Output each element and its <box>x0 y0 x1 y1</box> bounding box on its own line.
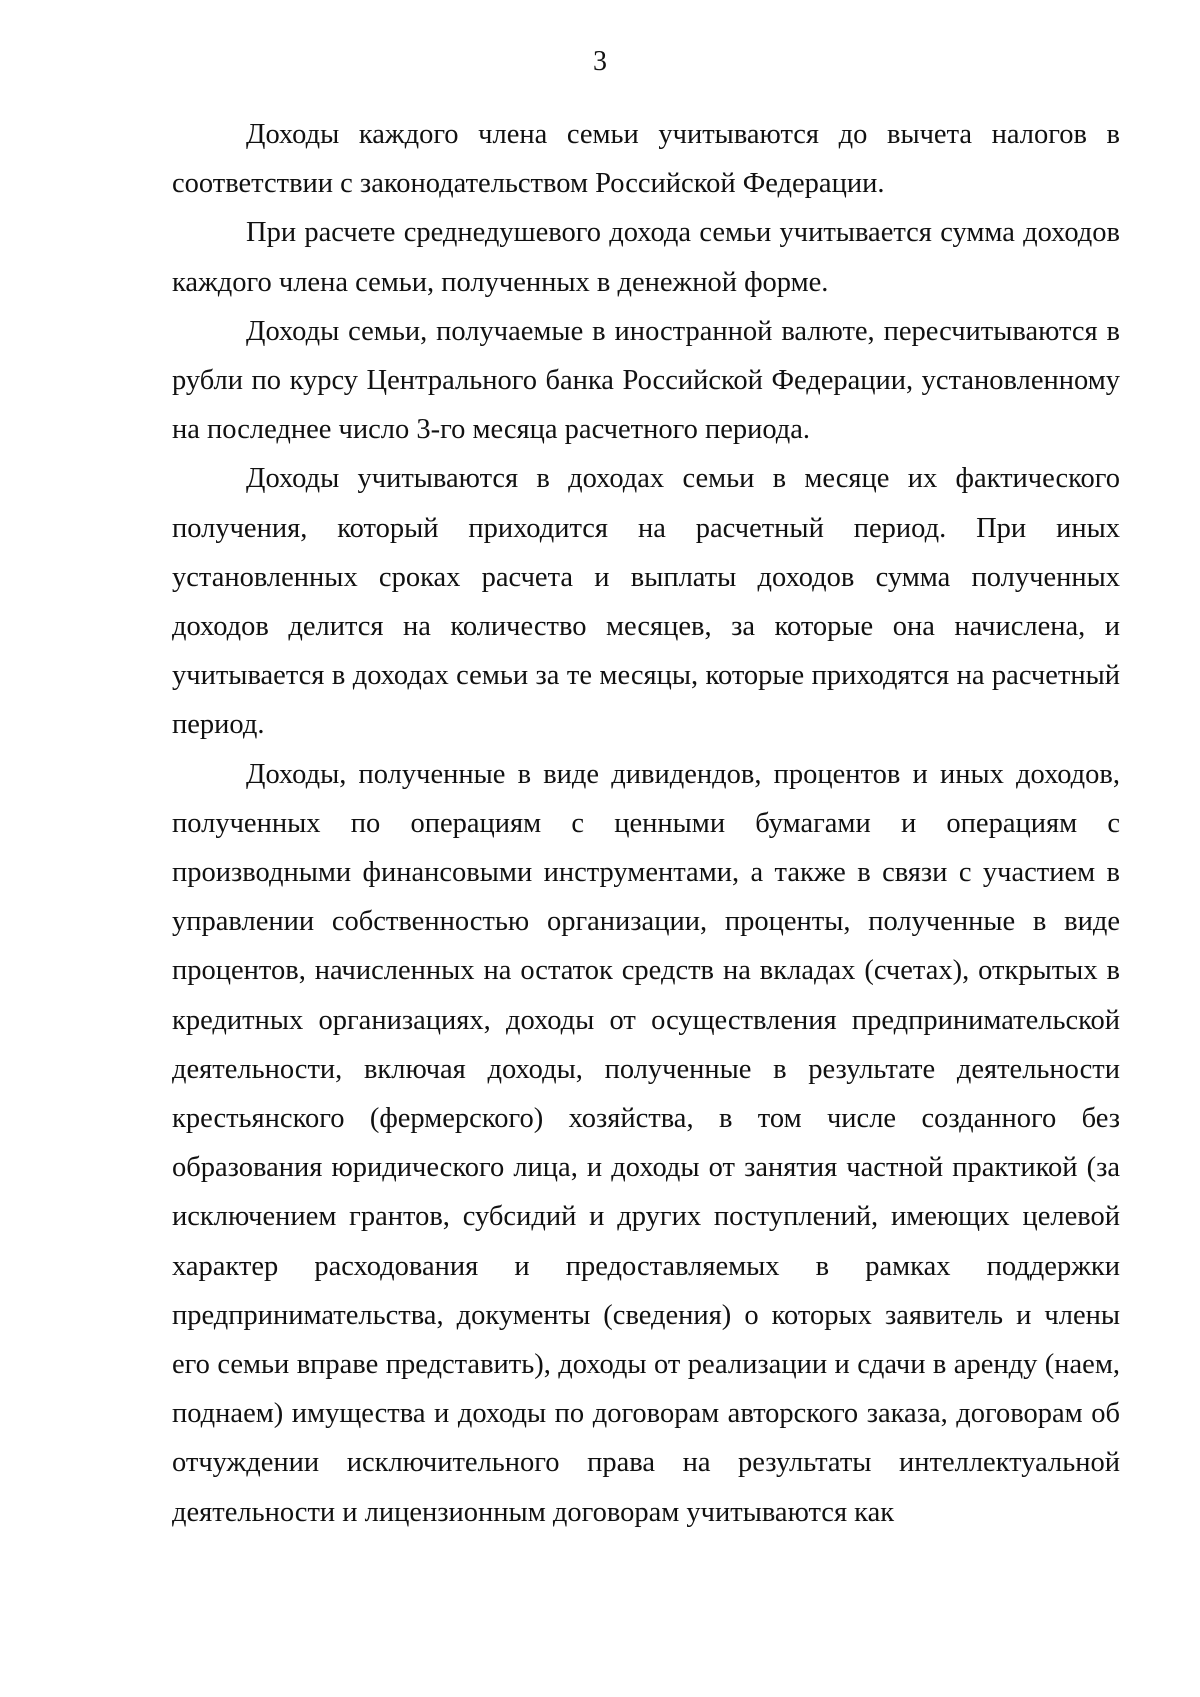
paragraph-income-before-taxes: Доходы каждого члена семьи учитываются до вычета налогов в соответствии с законодательством Российской Федерации. <box>172 119 1120 200</box>
document-body <box>172 110 1120 1537</box>
page-number: 3 <box>593 46 607 77</box>
paragraph-income-month: Доходы учитываются в доходах семьи в месяце их фактического получения, который приходится на расчетный период. При иных установленных сроках расчета и выплаты доходов сумма полученных доходов делится на количество месяцев, за которые она начислена, и учитывается в доходах семьи за те месяцы, которые приходятся на расчетный период. <box>172 463 1120 741</box>
paragraph-per-capita-income: При расчете среднедушевого дохода семьи учитывается сумма доходов каждого члена семьи, полученных в денежной форме. <box>172 217 1120 298</box>
paragraph-dividends-and-business-income: Доходы, полученные в виде дивидендов, процентов и иных доходов, полученных по операциям с ценными бумагами и операциям с производными финансовыми инструментами, а также в связи с участием в управлении собственностью организации, проценты, полученные в виде процентов, начисленных на остаток средств на вкладах (счетах), открытых в кредитных организациях, доходы от осуществления предпринимательской деятельности, включая доходы, полученные в результате деятельности крестьянского (фермерского) хозяйства, в том числе созданного без образования юридического лица, и доходы от занятия частной практикой (за исключением грантов, субсидий и других поступлений, имеющих целевой характер расходования и предоставляемых в рамках поддержки предпринимательства, документы (сведения) о которых заявитель и члены его семьи вправе представить), доходы от реализации и сдачи в аренду (наем, поднаем) имущества и доходы по договорам авторского заказа, договорам об отчуждении исключительного права на результаты интеллектуальной деятельности и лицензионным договорам учитываются как <box>172 758 1120 1528</box>
paragraph-foreign-currency: Доходы семьи, получаемые в иностранной валюте, пересчитываются в рубли по курсу Центрального банка Российской Федерации, установленному на последнее число 3-го месяца расчетного периода. <box>172 315 1120 446</box>
